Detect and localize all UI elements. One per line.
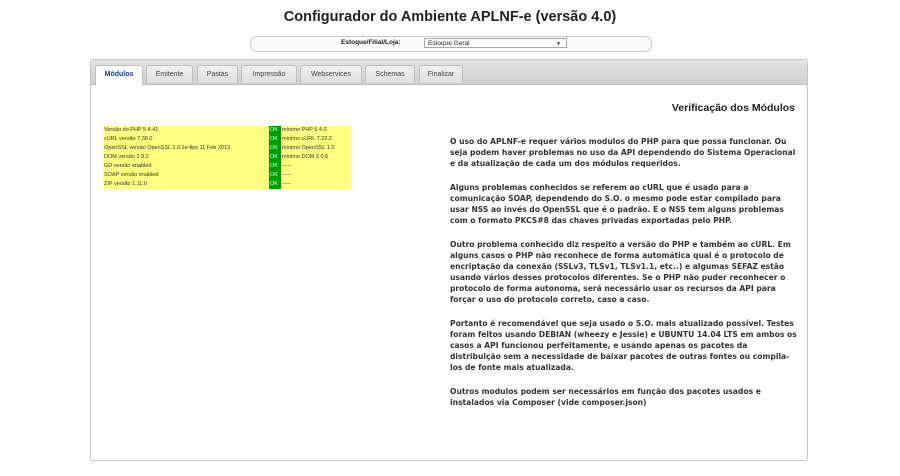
store-selector-bar	[250, 36, 652, 52]
paragraph: O uso do APLNF-e requer vários modulos do PHP para que possa funcionar. Ou seja podem haver problemas no uso da API dependendo do Sistema Operacional e da atualização de cada um dos módulos requeridos.	[450, 137, 796, 168]
paragraph: Alguns problemas conhecidos se referem ao cURL que é usado para a comunicação SOAP, dependendo do S.O. o mesmo pode estar compilado para usar NSS ao invés do OpenSSL que é o padrão. E o NSS tem alguns problemas com o formato PKCS#8 das chaves privadas exportadas pelo PHP.	[450, 183, 784, 225]
table-row	[103, 162, 351, 171]
config-panel	[90, 59, 808, 461]
status-badge: OK	[269, 171, 281, 180]
table-row	[103, 135, 351, 144]
module-name: SOAP versão enabled	[103, 171, 269, 180]
status-badge: OK	[269, 162, 281, 171]
tab-modulos[interactable]: Módulos	[95, 65, 143, 85]
tab-emitente[interactable]: Emitente	[146, 65, 193, 83]
tab-impressao[interactable]: Impressão	[241, 65, 297, 83]
table-row	[103, 126, 351, 135]
paragraph: Portanto é recomendável que seja usado o S.O. mais atualizado possível. Testes foram feitos usando DEBIAN (wheezy e Jessie) e UBUNTU 14.04 LTS em ambos os casos a API funcionou perfeitamente, e usando apenas os pacotes da distribuição sem a necessidade de baixar pacotes de outras fontes ou compila-los de fonte mais atualizada.	[450, 319, 797, 372]
module-requirement: -----	[281, 171, 351, 180]
status-badge: OK	[269, 180, 281, 189]
module-name: GD versão enabled	[103, 162, 269, 171]
module-name: ZIP versão 1.11.0	[103, 180, 269, 189]
tab-webservices[interactable]: Webservices	[300, 65, 362, 83]
table-row	[103, 144, 351, 153]
page-title: Configurador do Ambiente APLNF-e (versão 4.0)	[283, 9, 617, 25]
status-badge: OK	[269, 135, 281, 144]
tab-pastas[interactable]: Pastas	[197, 65, 238, 83]
module-name: Versão do PHP 5.4.41	[103, 126, 269, 135]
module-name: cURL versão 7.38.0	[103, 135, 269, 144]
store-label: Estoque/Filial/Loja:	[341, 39, 401, 46]
store-select-value: Estoque Geral	[428, 40, 470, 47]
description-text	[450, 136, 800, 421]
module-requirement: mínimo cURL 7.22.2	[281, 135, 351, 144]
tab-finalizar[interactable]: Finalizar	[419, 65, 463, 83]
status-badge: OK	[269, 144, 281, 153]
paragraph: Outros modulos podem ser necessários em função dos pacotes usados e instalados via Composer (vide composer.json)	[450, 387, 761, 407]
tab-bar	[91, 60, 807, 85]
tab-schemas[interactable]: Schemas	[365, 65, 415, 83]
chevron-down-icon: ▼	[556, 41, 561, 47]
module-requirement: -----	[281, 162, 351, 171]
module-requirement: mínimo PHP 5.4.0	[281, 126, 351, 135]
section-heading: Verificação dos Módulos	[671, 102, 795, 114]
table-row	[103, 153, 351, 162]
module-name: DOM versão 2.9.2	[103, 153, 269, 162]
paragraph: Outro problema conhecido diz respeito a versão do PHP e também ao cURL. Em alguns casos o PHP não reconhece de forma automática qual é o protocolo de encriptação da conexão (SSLv3, TLSv1, TLSv1.1, etc..) e algumas SEFAZ estão usando vários desses protocolos diferentes. Se o PHP não puder reconhecer o protocolo de forma autonoma, será necessário usar os recursos da API para forçar o uso do protocolo correto, caso a caso.	[450, 240, 791, 304]
status-badge: OK	[269, 126, 281, 135]
module-name: OpenSSL versão OpenSSL 1.0.1e-fips 11 Feb 2013	[103, 144, 269, 153]
module-requirement: mínimo OpenSSL 1.0	[281, 144, 351, 153]
module-requirement: mínimo DOM 2.0.6	[281, 153, 351, 162]
module-requirement: -----	[281, 180, 351, 189]
modules-table	[103, 126, 351, 189]
table-row	[103, 180, 351, 189]
store-select[interactable]	[424, 38, 567, 48]
status-badge: OK	[269, 153, 281, 162]
table-row	[103, 171, 351, 180]
